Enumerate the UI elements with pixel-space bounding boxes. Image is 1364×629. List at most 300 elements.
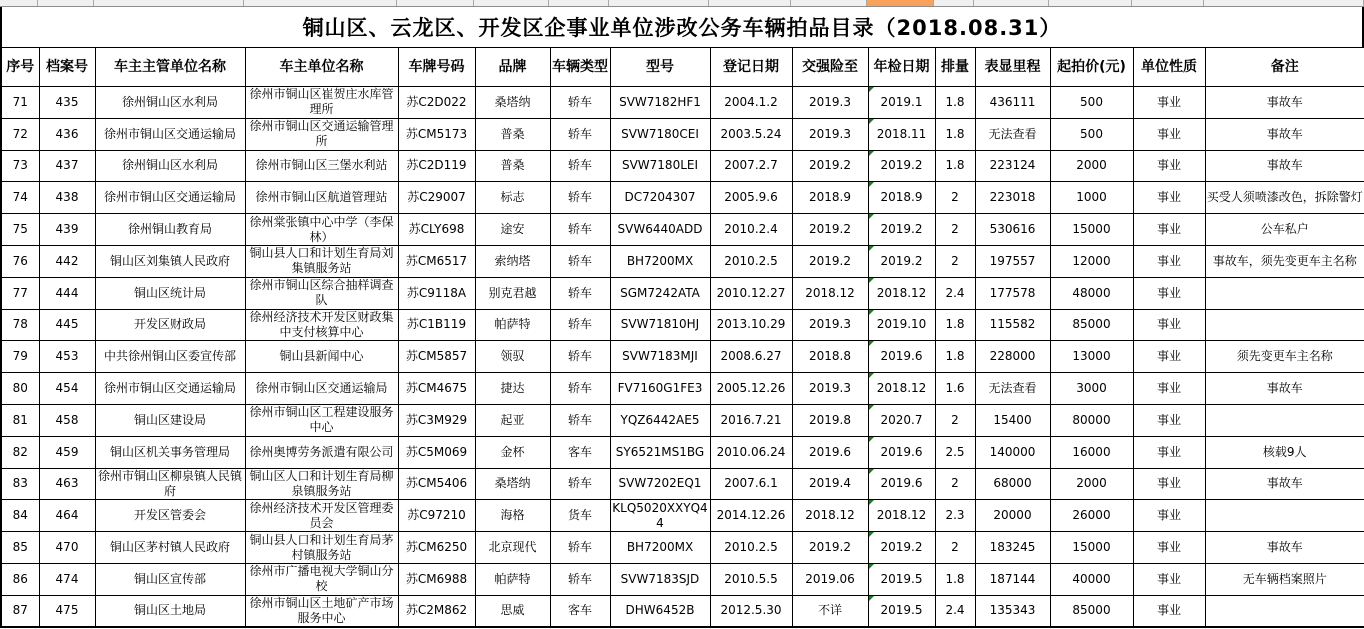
- cell-insurance-until: 2019.6: [792, 436, 868, 468]
- cell-start-price: 1000: [1050, 182, 1133, 214]
- cell-mileage: 15400: [975, 404, 1050, 436]
- cell-displacement: 1.8: [935, 150, 975, 182]
- column-header-displacement: 排量: [935, 48, 975, 87]
- cell-remarks: [1205, 309, 1364, 341]
- cell-start-price: 15000: [1050, 532, 1133, 564]
- cell-brand: 桑塔纳: [475, 468, 550, 500]
- cell-vehicle-type: 轿车: [550, 373, 610, 405]
- cell-vehicle-type: 客车: [550, 595, 610, 627]
- cell-brand: 索纳塔: [475, 245, 550, 277]
- table-row: [1, 182, 1364, 214]
- cell-brand: 帕萨特: [475, 563, 550, 595]
- cell-index: 85: [1, 532, 39, 564]
- table-row: [1, 118, 1364, 150]
- cell-index: 78: [1, 309, 39, 341]
- cell-plate-no: 苏CM6250: [398, 532, 475, 564]
- cell-file-no: 437: [39, 150, 95, 182]
- cell-start-price: 48000: [1050, 277, 1133, 309]
- table-row: [1, 532, 1364, 564]
- cell-plate-no: 苏CM5406: [398, 468, 475, 500]
- cell-error-flag-icon: [869, 87, 874, 92]
- cell-error-flag-icon: [869, 151, 874, 156]
- cell-insurance-until: 2018.9: [792, 182, 868, 214]
- cell-plate-no: 苏C97210: [398, 500, 475, 532]
- cell-displacement: 1.8: [935, 341, 975, 373]
- cell-error-flag-icon: [869, 278, 874, 283]
- cell-unit-nature: 事业: [1133, 436, 1205, 468]
- clipped-row-above: [0, 0, 1364, 7]
- cell-owner-unit: 徐州市铜山区交通运输局: [245, 373, 398, 405]
- cell-insurance-until: 2019.3: [792, 87, 868, 119]
- vehicle-table: [0, 47, 1364, 628]
- cell-mileage: 530616: [975, 214, 1050, 246]
- cell-register-date: 2004.1.2: [710, 87, 792, 119]
- cell-displacement: 1.8: [935, 563, 975, 595]
- cell-owner-unit: 徐州经济技术开发区财政集中支付核算中心: [245, 309, 398, 341]
- cell-brand: 途安: [475, 214, 550, 246]
- cell-owner-unit: 铜山县人口和计划生育局茅村镇服务站: [245, 532, 398, 564]
- cell-mileage: 223018: [975, 182, 1050, 214]
- column-header-inspection-date: 年检日期: [868, 48, 935, 87]
- cell-mileage: 197557: [975, 245, 1050, 277]
- clipped-cell: [94, 0, 244, 6]
- cell-error-flag-icon: [869, 214, 874, 219]
- table-row: [1, 500, 1364, 532]
- cell-insurance-until: 2018.12: [792, 277, 868, 309]
- cell-insurance-until: 2019.3: [792, 118, 868, 150]
- cell-brand: 标志: [475, 182, 550, 214]
- cell-insurance-until: 2019.4: [792, 468, 868, 500]
- table-row: [1, 404, 1364, 436]
- cell-file-no: 464: [39, 500, 95, 532]
- cell-model: SVW7183MJI: [610, 341, 710, 373]
- cell-model: SVW7202EQ1: [610, 468, 710, 500]
- cell-register-date: 2014.12.26: [710, 500, 792, 532]
- cell-mileage: 183245: [975, 532, 1050, 564]
- cell-supervisor-unit: 徐州铜山区水利局: [95, 87, 245, 119]
- cell-owner-unit: 徐州市铜山区交通运输管理所: [245, 118, 398, 150]
- cell-index: 72: [1, 118, 39, 150]
- table-row: [1, 595, 1364, 627]
- cell-register-date: 2010.06.24: [710, 436, 792, 468]
- cell-displacement: 2: [935, 532, 975, 564]
- cell-mileage: 115582: [975, 309, 1050, 341]
- clipped-cell: [0, 0, 38, 6]
- cell-error-flag-icon: [869, 182, 874, 187]
- cell-supervisor-unit: 铜山区茅村镇人民政府: [95, 532, 245, 564]
- cell-index: 82: [1, 436, 39, 468]
- clipped-cell-highlighted: [867, 0, 934, 6]
- column-header-remarks: 备注: [1205, 48, 1364, 87]
- cell-remarks: 无车辆档案照片: [1205, 563, 1364, 595]
- column-header-start-price: 起拍价(元): [1050, 48, 1133, 87]
- cell-brand: 帕萨特: [475, 309, 550, 341]
- cell-vehicle-type: 轿车: [550, 277, 610, 309]
- cell-index: 80: [1, 373, 39, 405]
- clipped-cell: [791, 0, 867, 6]
- cell-inspection-date: 2019.6: [868, 436, 935, 468]
- cell-model: KLQ5020XXYQ44: [610, 500, 710, 532]
- cell-vehicle-type: 轿车: [550, 182, 610, 214]
- cell-brand: 普桑: [475, 118, 550, 150]
- cell-file-no: 459: [39, 436, 95, 468]
- cell-vehicle-type: 轿车: [550, 532, 610, 564]
- cell-supervisor-unit: 铜山区刘集镇人民政府: [95, 245, 245, 277]
- cell-unit-nature: 事业: [1133, 595, 1205, 627]
- cell-file-no: 453: [39, 341, 95, 373]
- column-header-unit-nature: 单位性质: [1133, 48, 1205, 87]
- column-header-file-no: 档案号: [39, 48, 95, 87]
- cell-model: BH7200MX: [610, 245, 710, 277]
- cell-unit-nature: 事业: [1133, 245, 1205, 277]
- cell-vehicle-type: 客车: [550, 436, 610, 468]
- cell-model: BH7200MX: [610, 532, 710, 564]
- clipped-cell: [1049, 0, 1132, 6]
- cell-error-flag-icon: [869, 469, 874, 474]
- cell-plate-no: 苏C9118A: [398, 277, 475, 309]
- cell-file-no: 454: [39, 373, 95, 405]
- cell-inspection-date: 2019.1: [868, 87, 935, 119]
- cell-start-price: 40000: [1050, 563, 1133, 595]
- cell-owner-unit: 徐州市铜山区崔贺庄水库管理所: [245, 87, 398, 119]
- cell-vehicle-type: 货车: [550, 500, 610, 532]
- cell-remarks: 须先变更车主名称: [1205, 341, 1364, 373]
- column-header-supervisor-unit: 车主主管单位名称: [95, 48, 245, 87]
- cell-displacement: 2: [935, 404, 975, 436]
- cell-mileage: 187144: [975, 563, 1050, 595]
- cell-mileage: 436111: [975, 87, 1050, 119]
- cell-index: 74: [1, 182, 39, 214]
- cell-model: SVW71810HJ: [610, 309, 710, 341]
- column-header-register-date: 登记日期: [710, 48, 792, 87]
- cell-plate-no: 苏C2D022: [398, 87, 475, 119]
- cell-brand: 领驭: [475, 341, 550, 373]
- cell-file-no: 442: [39, 245, 95, 277]
- cell-index: 75: [1, 214, 39, 246]
- cell-inspection-date: 2019.6: [868, 341, 935, 373]
- cell-inspection-date: 2019.2: [868, 150, 935, 182]
- cell-owner-unit: 铜山县新闻中心: [245, 341, 398, 373]
- cell-file-no: 470: [39, 532, 95, 564]
- cell-index: 81: [1, 404, 39, 436]
- column-header-insurance-until: 交强险至: [792, 48, 868, 87]
- cell-model: FV7160G1FE3: [610, 373, 710, 405]
- cell-unit-nature: 事业: [1133, 373, 1205, 405]
- cell-error-flag-icon: [869, 596, 874, 601]
- cell-insurance-until: 2019.06: [792, 563, 868, 595]
- page-title: 铜山区、云龙区、开发区企事业单位涉改公务车辆拍品目录（2018.08.31）: [0, 7, 1364, 47]
- table-row: [1, 245, 1364, 277]
- cell-inspection-date: 2018.11: [868, 118, 935, 150]
- cell-supervisor-unit: 开发区财政局: [95, 309, 245, 341]
- cell-mileage: 135343: [975, 595, 1050, 627]
- cell-plate-no: 苏CM5857: [398, 341, 475, 373]
- cell-vehicle-type: 轿车: [550, 87, 610, 119]
- cell-plate-no: 苏CM5173: [398, 118, 475, 150]
- cell-brand: 思威: [475, 595, 550, 627]
- cell-register-date: 2010.12.27: [710, 277, 792, 309]
- column-header-vehicle-type: 车辆类型: [550, 48, 610, 87]
- table-row: [1, 150, 1364, 182]
- cell-mileage: 20000: [975, 500, 1050, 532]
- cell-owner-unit: 徐州市广播电视大学铜山分校: [245, 563, 398, 595]
- cell-supervisor-unit: 徐州市铜山区交通运输局: [95, 373, 245, 405]
- cell-supervisor-unit: 铜山区机关事务管理局: [95, 436, 245, 468]
- cell-file-no: 463: [39, 468, 95, 500]
- cell-displacement: 1.8: [935, 118, 975, 150]
- cell-vehicle-type: 轿车: [550, 214, 610, 246]
- cell-inspection-date: 2020.7: [868, 404, 935, 436]
- cell-supervisor-unit: 铜山区土地局: [95, 595, 245, 627]
- cell-unit-nature: 事业: [1133, 341, 1205, 373]
- cell-register-date: 2012.5.30: [710, 595, 792, 627]
- cell-start-price: 3000: [1050, 373, 1133, 405]
- cell-remarks: [1205, 277, 1364, 309]
- table-row: [1, 563, 1364, 595]
- cell-brand: 桑塔纳: [475, 87, 550, 119]
- cell-index: 79: [1, 341, 39, 373]
- clipped-cell: [244, 0, 397, 6]
- cell-vehicle-type: 轿车: [550, 245, 610, 277]
- cell-register-date: 2010.2.5: [710, 532, 792, 564]
- cell-model: SGM7242ATA: [610, 277, 710, 309]
- header-row: [1, 48, 1364, 87]
- cell-error-flag-icon: [869, 119, 874, 124]
- cell-displacement: 2.3: [935, 500, 975, 532]
- cell-start-price: 26000: [1050, 500, 1133, 532]
- cell-register-date: 2007.2.7: [710, 150, 792, 182]
- cell-error-flag-icon: [869, 341, 874, 346]
- cell-register-date: 2003.5.24: [710, 118, 792, 150]
- cell-owner-unit: 徐州棠张镇中心中学（李保林）: [245, 214, 398, 246]
- cell-plate-no: 苏C3M929: [398, 404, 475, 436]
- cell-supervisor-unit: 徐州铜山教育局: [95, 214, 245, 246]
- cell-remarks: [1205, 404, 1364, 436]
- cell-register-date: 2005.9.6: [710, 182, 792, 214]
- cell-vehicle-type: 轿车: [550, 309, 610, 341]
- cell-brand: 捷达: [475, 373, 550, 405]
- cell-unit-nature: 事业: [1133, 500, 1205, 532]
- cell-model: SVW7183SJD: [610, 563, 710, 595]
- cell-brand: 北京现代: [475, 532, 550, 564]
- cell-inspection-date: 2018.9: [868, 182, 935, 214]
- clipped-cell: [609, 0, 709, 6]
- cell-inspection-date: 2019.10: [868, 309, 935, 341]
- cell-mileage: 无法查看: [975, 118, 1050, 150]
- cell-error-flag-icon: [869, 405, 874, 410]
- cell-unit-nature: 事业: [1133, 563, 1205, 595]
- cell-insurance-until: 2018.8: [792, 341, 868, 373]
- table-row: [1, 277, 1364, 309]
- cell-unit-nature: 事业: [1133, 150, 1205, 182]
- cell-brand: 别克君越: [475, 277, 550, 309]
- cell-index: 84: [1, 500, 39, 532]
- cell-start-price: 80000: [1050, 404, 1133, 436]
- column-header-plate-no: 车牌号码: [398, 48, 475, 87]
- cell-index: 76: [1, 245, 39, 277]
- cell-unit-nature: 事业: [1133, 277, 1205, 309]
- cell-supervisor-unit: 开发区管委会: [95, 500, 245, 532]
- cell-mileage: 223124: [975, 150, 1050, 182]
- cell-remarks: 公车私户: [1205, 214, 1364, 246]
- cell-remarks: 事故车: [1205, 468, 1364, 500]
- column-header-brand: 品牌: [475, 48, 550, 87]
- cell-insurance-until: 2019.3: [792, 309, 868, 341]
- cell-file-no: 438: [39, 182, 95, 214]
- cell-register-date: 2005.12.26: [710, 373, 792, 405]
- cell-supervisor-unit: 徐州市铜山区交通运输局: [95, 118, 245, 150]
- table-body: [1, 87, 1364, 628]
- cell-insurance-until: 2019.3: [792, 373, 868, 405]
- cell-index: 86: [1, 563, 39, 595]
- cell-start-price: 16000: [1050, 436, 1133, 468]
- cell-start-price: 500: [1050, 87, 1133, 119]
- clipped-cell: [709, 0, 791, 6]
- cell-file-no: 436: [39, 118, 95, 150]
- cell-unit-nature: 事业: [1133, 118, 1205, 150]
- cell-displacement: 2: [935, 245, 975, 277]
- cell-error-flag-icon: [869, 246, 874, 251]
- cell-supervisor-unit: 铜山区建设局: [95, 404, 245, 436]
- cell-plate-no: 苏C2M862: [398, 595, 475, 627]
- cell-register-date: 2010.2.4: [710, 214, 792, 246]
- clipped-cell: [1132, 0, 1204, 6]
- cell-remarks: 事故车: [1205, 373, 1364, 405]
- cell-insurance-until: 2019.2: [792, 532, 868, 564]
- cell-supervisor-unit: 中共徐州铜山区委宣传部: [95, 341, 245, 373]
- clipped-cell: [1204, 0, 1364, 6]
- cell-brand: 普桑: [475, 150, 550, 182]
- cell-owner-unit: 徐州奥博劳务派遣有限公司: [245, 436, 398, 468]
- cell-vehicle-type: 轿车: [550, 118, 610, 150]
- cell-register-date: 2010.2.5: [710, 245, 792, 277]
- cell-register-date: 2010.5.5: [710, 563, 792, 595]
- cell-register-date: 2007.6.1: [710, 468, 792, 500]
- cell-brand: 海格: [475, 500, 550, 532]
- cell-inspection-date: 2018.12: [868, 500, 935, 532]
- cell-displacement: 2.4: [935, 595, 975, 627]
- cell-register-date: 2013.10.29: [710, 309, 792, 341]
- cell-insurance-until: 2018.12: [792, 500, 868, 532]
- cell-owner-unit: 徐州市铜山区综合抽样调查队: [245, 277, 398, 309]
- cell-displacement: 1.8: [935, 309, 975, 341]
- cell-displacement: 2.5: [935, 436, 975, 468]
- table-row: [1, 373, 1364, 405]
- cell-inspection-date: 2019.5: [868, 563, 935, 595]
- cell-remarks: 事故车: [1205, 150, 1364, 182]
- cell-plate-no: 苏CM6988: [398, 563, 475, 595]
- cell-vehicle-type: 轿车: [550, 341, 610, 373]
- clipped-cell: [549, 0, 609, 6]
- cell-index: 71: [1, 87, 39, 119]
- cell-plate-no: 苏C2D119: [398, 150, 475, 182]
- clipped-cell: [397, 0, 474, 6]
- cell-remarks: 事故车，须先变更车主名称: [1205, 245, 1364, 277]
- cell-file-no: 458: [39, 404, 95, 436]
- cell-index: 77: [1, 277, 39, 309]
- cell-remarks: 事故车: [1205, 532, 1364, 564]
- cell-owner-unit: 徐州经济技术开发区管理委员会: [245, 500, 398, 532]
- cell-start-price: 85000: [1050, 309, 1133, 341]
- cell-owner-unit: 铜山县人口和计划生育局刘集镇服务站: [245, 245, 398, 277]
- cell-displacement: 2.4: [935, 277, 975, 309]
- column-header-model: 型号: [610, 48, 710, 87]
- cell-remarks: [1205, 500, 1364, 532]
- cell-owner-unit: 铜山区人口和计划生育局柳泉镇服务站: [245, 468, 398, 500]
- cell-owner-unit: 徐州市铜山区工程建设服务中心: [245, 404, 398, 436]
- cell-insurance-until: 2019.8: [792, 404, 868, 436]
- cell-supervisor-unit: 铜山区宣传部: [95, 563, 245, 595]
- cell-start-price: 2000: [1050, 150, 1133, 182]
- cell-inspection-date: 2019.2: [868, 214, 935, 246]
- cell-model: DHW6452B: [610, 595, 710, 627]
- cell-register-date: 2008.6.27: [710, 341, 792, 373]
- cell-brand: 金杯: [475, 436, 550, 468]
- cell-model: SY6521MS1BG: [610, 436, 710, 468]
- cell-insurance-until: 2019.2: [792, 214, 868, 246]
- cell-unit-nature: 事业: [1133, 182, 1205, 214]
- table-row: [1, 341, 1364, 373]
- cell-unit-nature: 事业: [1133, 309, 1205, 341]
- cell-start-price: 13000: [1050, 341, 1133, 373]
- clipped-cell: [474, 0, 549, 6]
- cell-register-date: 2016.7.21: [710, 404, 792, 436]
- cell-displacement: 2: [935, 468, 975, 500]
- cell-unit-nature: 事业: [1133, 214, 1205, 246]
- cell-start-price: 15000: [1050, 214, 1133, 246]
- cell-start-price: 85000: [1050, 595, 1133, 627]
- cell-plate-no: 苏C5M069: [398, 436, 475, 468]
- cell-owner-unit: 徐州市铜山区土地矿产市场服务中心: [245, 595, 398, 627]
- cell-supervisor-unit: 徐州铜山区水利局: [95, 150, 245, 182]
- cell-index: 87: [1, 595, 39, 627]
- cell-model: SVW6440ADD: [610, 214, 710, 246]
- cell-remarks: 事故车: [1205, 118, 1364, 150]
- cell-error-flag-icon: [869, 310, 874, 315]
- cell-mileage: 68000: [975, 468, 1050, 500]
- cell-file-no: 445: [39, 309, 95, 341]
- table-row: [1, 309, 1364, 341]
- cell-plate-no: 苏CM4675: [398, 373, 475, 405]
- clipped-cell: [38, 0, 94, 6]
- cell-displacement: 2: [935, 182, 975, 214]
- cell-error-flag-icon: [869, 564, 874, 569]
- cell-remarks: 买受人须喷漆改色，拆除警灯: [1205, 182, 1364, 214]
- cell-start-price: 12000: [1050, 245, 1133, 277]
- cell-plate-no: 苏CM6517: [398, 245, 475, 277]
- cell-inspection-date: 2018.12: [868, 373, 935, 405]
- cell-displacement: 1.6: [935, 373, 975, 405]
- cell-mileage: 228000: [975, 341, 1050, 373]
- cell-model: SVW7180LEI: [610, 150, 710, 182]
- cell-mileage: 无法查看: [975, 373, 1050, 405]
- cell-owner-unit: 徐州市铜山区三堡水利站: [245, 150, 398, 182]
- cell-model: SVW7182HF1: [610, 87, 710, 119]
- cell-vehicle-type: 轿车: [550, 563, 610, 595]
- cell-supervisor-unit: 徐州市铜山区柳泉镇人民镇府: [95, 468, 245, 500]
- cell-error-flag-icon: [869, 500, 874, 505]
- cell-remarks: 事故车: [1205, 87, 1364, 119]
- clipped-cell: [974, 0, 1049, 6]
- cell-plate-no: 苏C1B119: [398, 309, 475, 341]
- cell-inspection-date: 2019.6: [868, 468, 935, 500]
- cell-displacement: 2: [935, 214, 975, 246]
- cell-inspection-date: 2019.2: [868, 532, 935, 564]
- cell-error-flag-icon: [869, 532, 874, 537]
- cell-mileage: 177578: [975, 277, 1050, 309]
- column-header-owner-unit: 车主单位名称: [245, 48, 398, 87]
- table-row: [1, 214, 1364, 246]
